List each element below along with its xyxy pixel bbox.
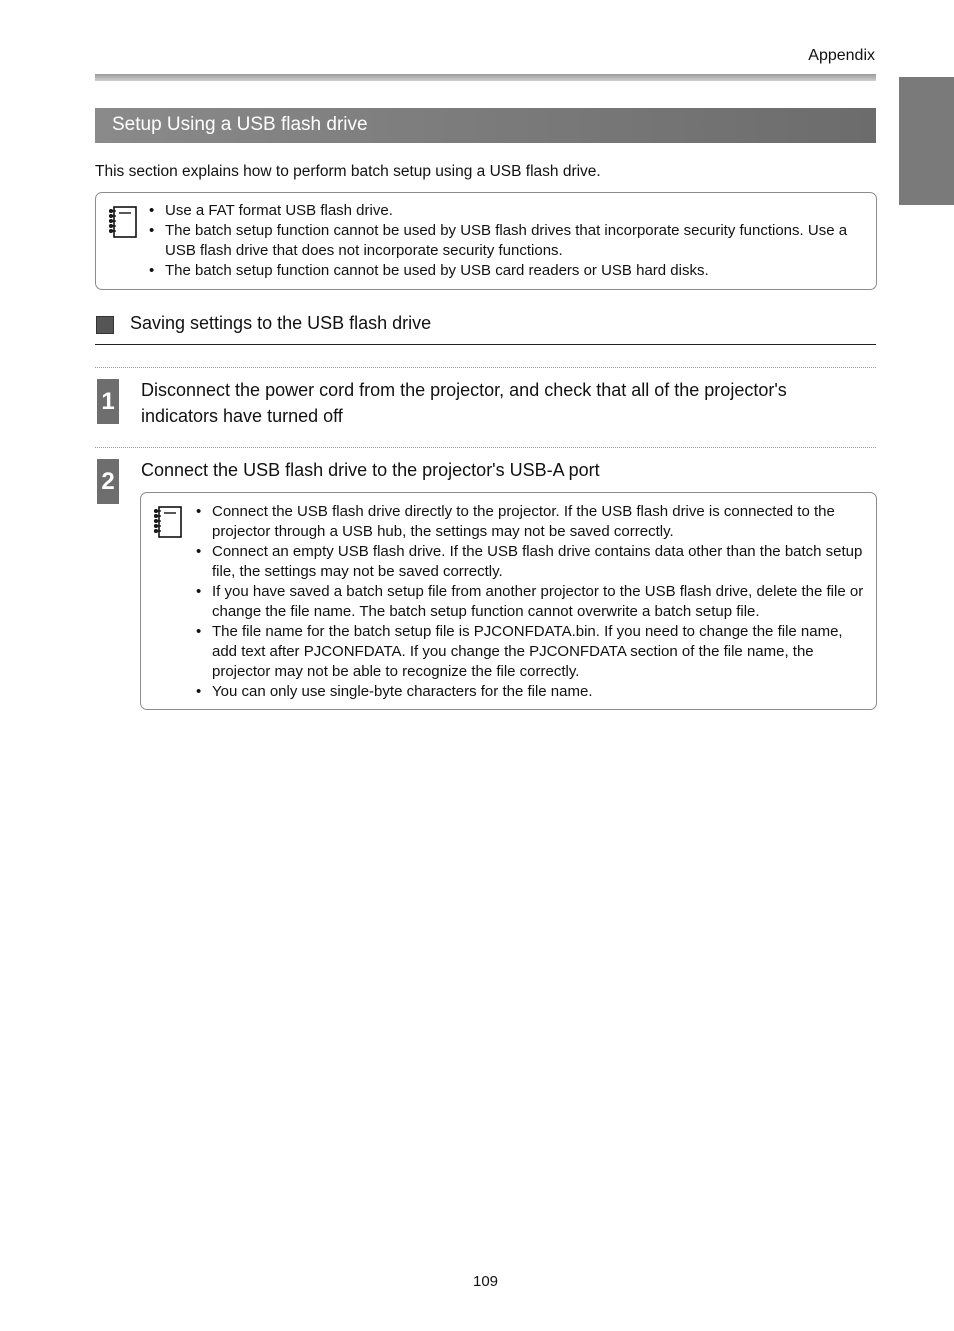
note-item: • You can only use single-byte characters for the file name. bbox=[196, 682, 868, 702]
intro-text: This section explains how to perform batch setup using a USB flash drive. bbox=[95, 163, 601, 180]
step-number-badge: 1 bbox=[97, 379, 119, 424]
section-title: Setup Using a USB flash drive bbox=[112, 114, 368, 135]
note-item: • Connect an empty USB flash drive. If the USB flash drive contains data other than the batch setup file, the settings may not be saved correctly. bbox=[196, 542, 868, 582]
note-item: • Use a FAT format USB flash drive. bbox=[149, 201, 869, 221]
note-list bbox=[149, 201, 869, 281]
note-icon bbox=[153, 505, 183, 539]
note-item: • The batch setup function cannot be used by USB flash drives that incorporate security functions. Use a USB flash drive that does not incorporate security functions. bbox=[149, 221, 869, 261]
note-item: • The file name for the batch setup file is PJCONFDATA.bin. If you need to change the file name, add text after PJCONFDATA. If you change the PJCONFDATA section of the file name, the projector may not be able to recognize the file correctly. bbox=[196, 622, 868, 682]
step-text: Disconnect the power cord from the projector, and check that all of the projector's indicators have turned off bbox=[141, 380, 787, 426]
step-number-badge: 2 bbox=[97, 459, 119, 504]
subsection-title: Saving settings to the USB flash drive bbox=[130, 313, 432, 333]
step-divider bbox=[95, 447, 876, 448]
note-list bbox=[196, 502, 868, 702]
note-icon bbox=[108, 205, 138, 239]
note-box bbox=[140, 492, 877, 710]
header-rule bbox=[95, 74, 876, 81]
step-divider bbox=[95, 367, 876, 368]
note-item: • If you have saved a batch setup file from another projector to the USB flash drive, delete the file or change the file name. The batch setup function cannot overwrite a batch setup file. bbox=[196, 582, 868, 622]
page-number: 109 bbox=[472, 1273, 499, 1290]
note-item: • The batch setup function cannot be used by USB card readers or USB hard disks. bbox=[149, 261, 869, 281]
step-text: Connect the USB flash drive to the projector's USB-A port bbox=[141, 460, 600, 480]
subsection-rule bbox=[95, 344, 876, 345]
header-label: Appendix bbox=[808, 47, 875, 64]
side-tab bbox=[899, 77, 954, 205]
note-box bbox=[95, 192, 877, 290]
note-item: • Connect the USB flash drive directly to the projector. If the USB flash drive is connected to the projector through a USB hub, the settings may not be saved correctly. bbox=[196, 502, 868, 542]
subsection-marker bbox=[96, 316, 114, 334]
section-title-bar bbox=[95, 108, 876, 143]
